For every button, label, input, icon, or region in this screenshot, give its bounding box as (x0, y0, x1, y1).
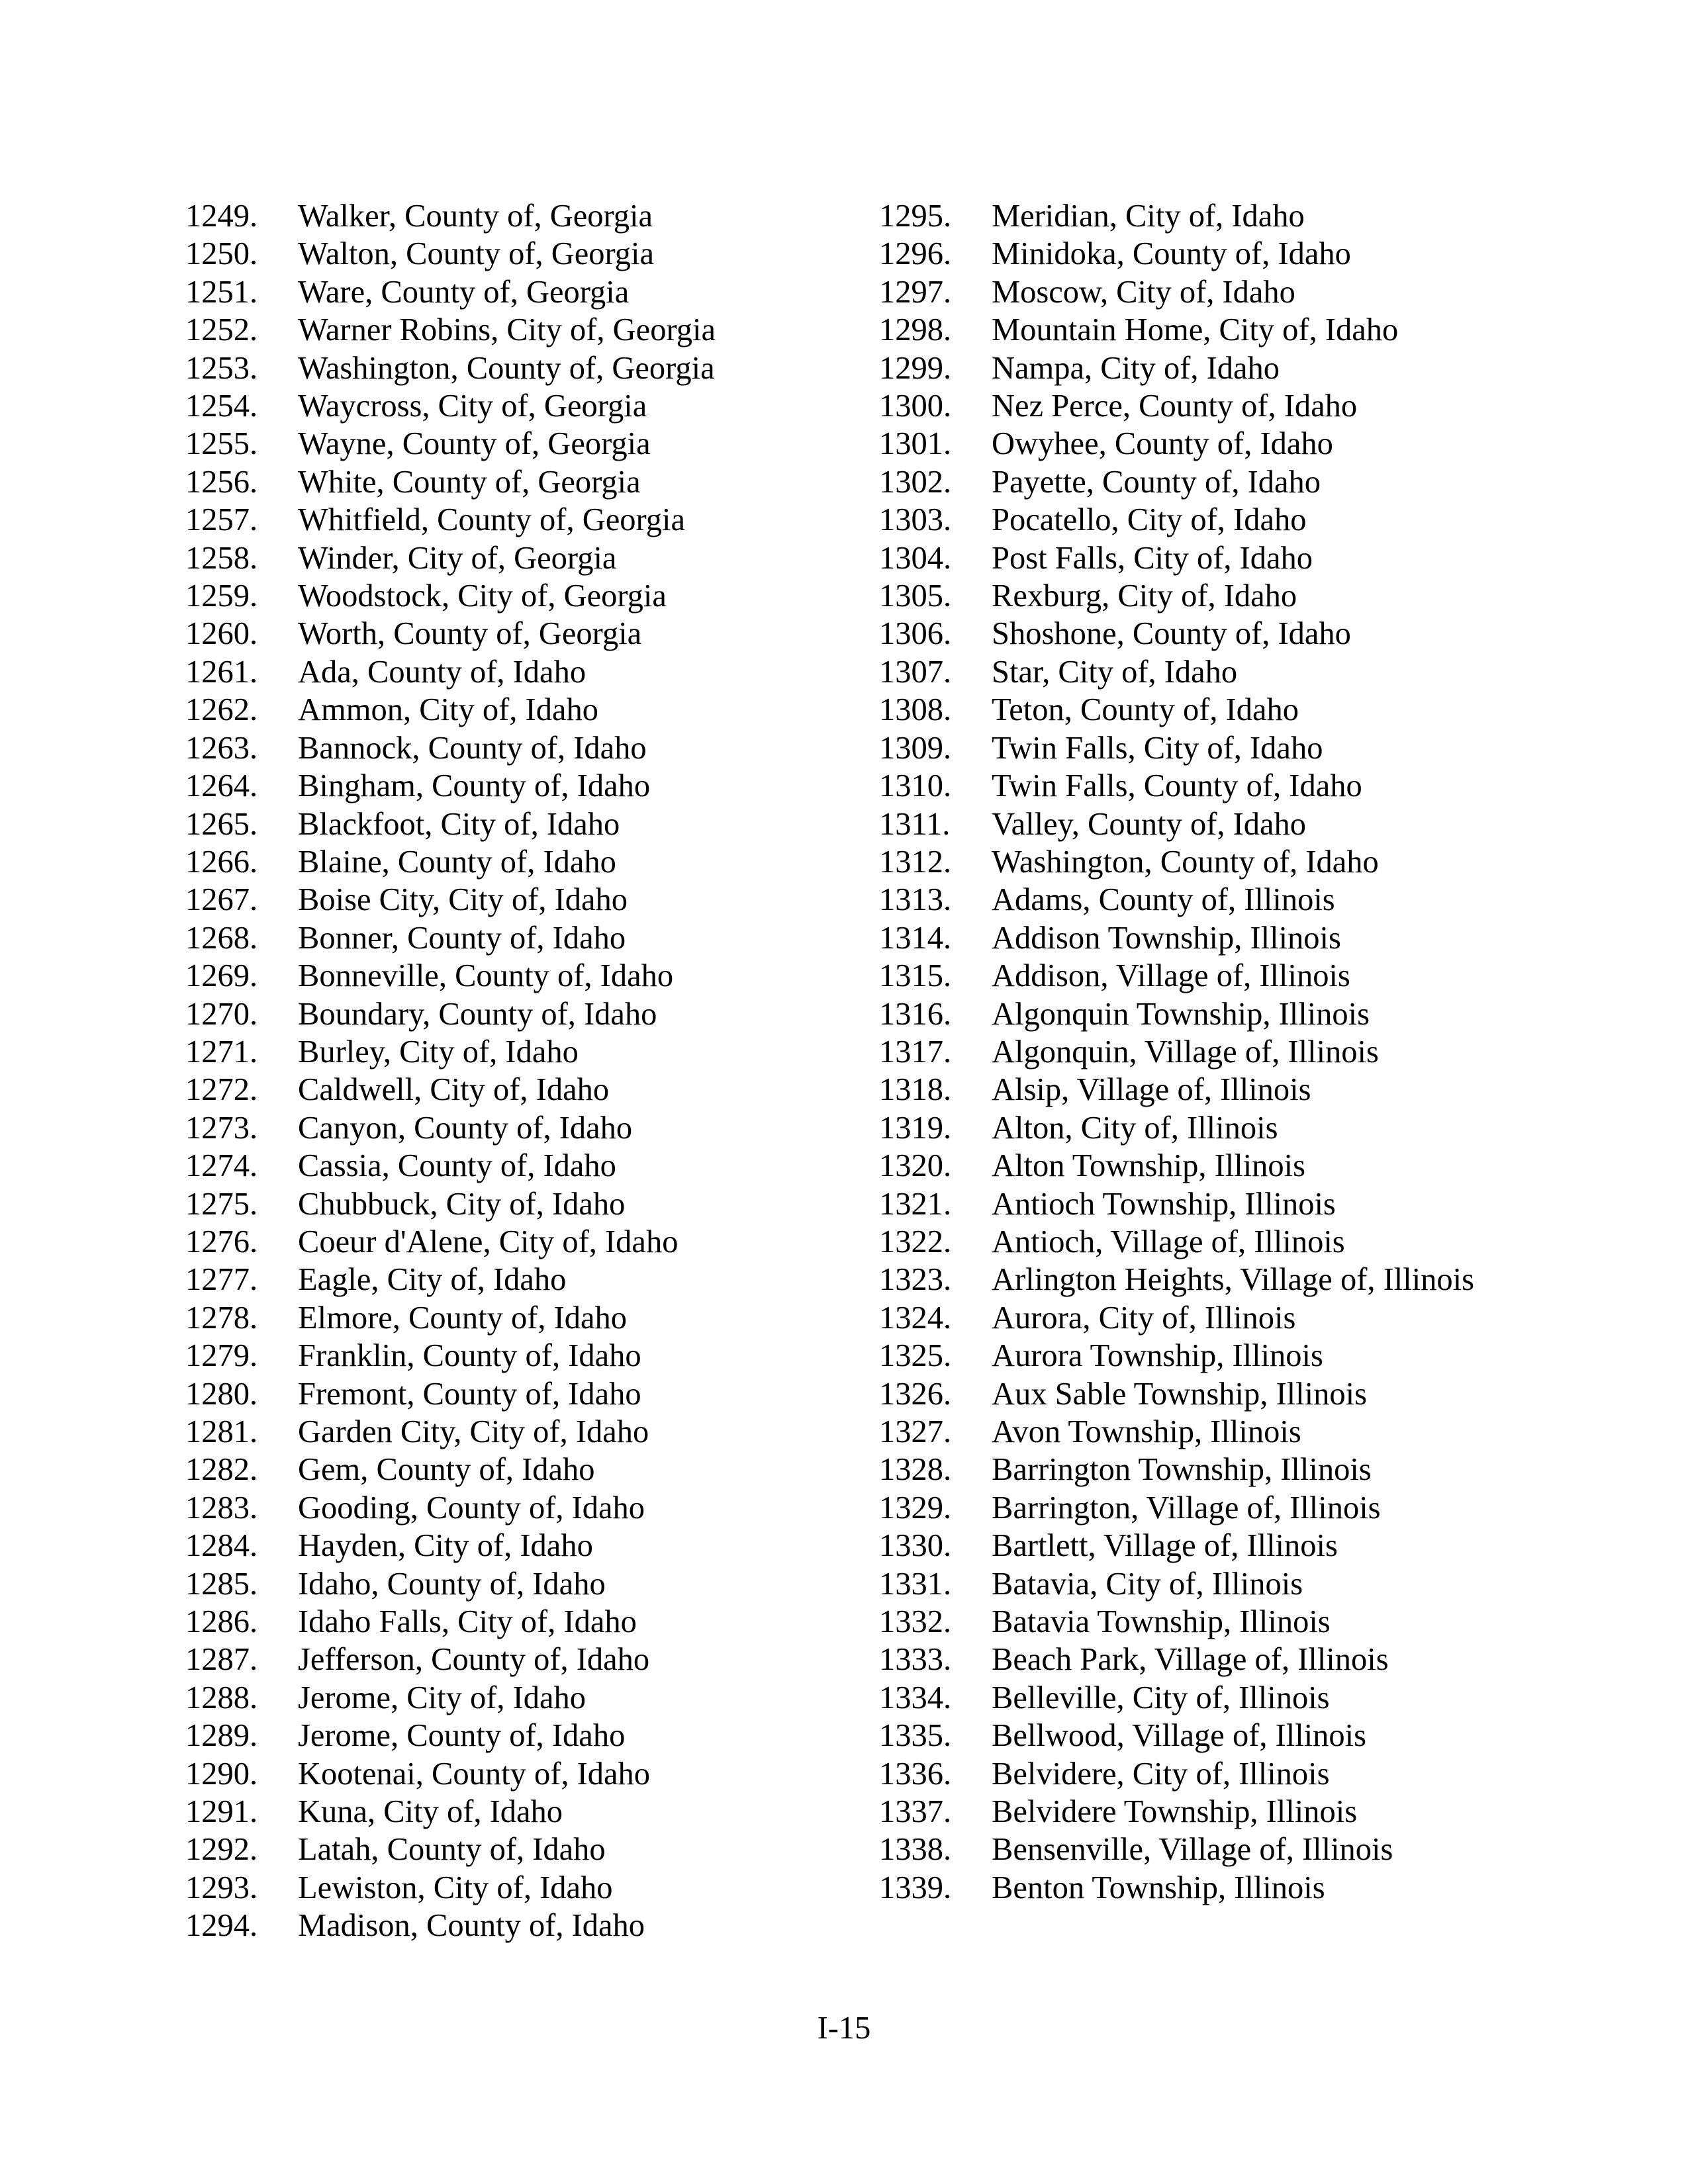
item-name: Nampa, City of, Idaho (992, 350, 1280, 386)
list-item (879, 1413, 1475, 1451)
item-number: 1254. (185, 388, 258, 424)
item-name: Winder, City of, Georgia (298, 540, 617, 576)
list-item (879, 1831, 1475, 1868)
list-item (185, 1261, 781, 1298)
item-number: 1338. (879, 1832, 952, 1868)
item-number: 1302. (879, 464, 952, 500)
list-item (185, 1793, 781, 1831)
list-item (879, 463, 1475, 501)
item-number: 1324. (879, 1300, 952, 1336)
list-item (879, 235, 1475, 273)
item-name: Gooding, County of, Idaho (298, 1490, 645, 1525)
item-name: Belleville, City of, Illinois (992, 1680, 1330, 1715)
item-number: 1277. (185, 1262, 258, 1298)
item-name: Antioch, Village of, Illinois (992, 1224, 1345, 1259)
item-name: Minidoka, County of, Idaho (992, 236, 1351, 272)
list-item (185, 1755, 781, 1793)
item-name: Addison Township, Illinois (992, 920, 1341, 956)
list-item (185, 843, 781, 881)
item-name: Jerome, County of, Idaho (298, 1718, 626, 1754)
list-item (185, 539, 781, 577)
list-item (185, 957, 781, 995)
item-number: 1269. (185, 958, 258, 994)
item-name: Washington, County of, Georgia (298, 350, 715, 386)
item-number: 1256. (185, 464, 258, 500)
list-item (879, 881, 1475, 919)
item-number: 1272. (185, 1072, 258, 1108)
list-item (879, 1261, 1475, 1298)
item-name: Madison, County of, Idaho (298, 1908, 645, 1944)
item-name: Batavia, City of, Illinois (992, 1566, 1303, 1602)
item-name: Woodstock, City of, Georgia (298, 578, 667, 614)
item-name: Idaho, County of, Idaho (298, 1566, 606, 1602)
list-item (879, 919, 1475, 957)
list-item (879, 1603, 1475, 1641)
list-item (879, 1071, 1475, 1109)
list-item (879, 1565, 1475, 1603)
item-number: 1301. (879, 426, 952, 462)
item-number: 1291. (185, 1794, 258, 1830)
list-item (879, 1223, 1475, 1261)
item-name: Elmore, County of, Idaho (298, 1300, 628, 1336)
item-number: 1283. (185, 1490, 258, 1525)
item-name: Alton Township, Illinois (992, 1148, 1306, 1184)
item-name: Lewiston, City of, Idaho (298, 1870, 613, 1905)
list-item (879, 653, 1475, 691)
list-item (879, 1375, 1475, 1413)
item-number: 1278. (185, 1300, 258, 1336)
item-number: 1315. (879, 958, 952, 994)
item-number: 1308. (879, 692, 952, 728)
list-item (879, 729, 1475, 767)
list-item (879, 1451, 1475, 1488)
list-item (879, 691, 1475, 729)
list-item (185, 1679, 781, 1717)
item-number: 1258. (185, 540, 258, 576)
left-column-list (185, 197, 781, 1945)
item-number: 1332. (879, 1604, 952, 1640)
item-name: White, County of, Georgia (298, 464, 641, 500)
list-item (879, 1109, 1475, 1147)
item-number: 1284. (185, 1528, 258, 1564)
item-number: 1317. (879, 1034, 952, 1069)
item-number: 1322. (879, 1224, 952, 1259)
item-name: Boundary, County of, Idaho (298, 996, 657, 1032)
item-name: Fremont, County of, Idaho (298, 1376, 641, 1412)
item-number: 1330. (879, 1528, 952, 1564)
item-name: Algonquin Township, Illinois (992, 996, 1370, 1032)
item-number: 1273. (185, 1110, 258, 1146)
item-name: Rexburg, City of, Idaho (992, 578, 1297, 614)
item-number: 1252. (185, 312, 258, 348)
item-name: Meridian, City of, Idaho (992, 199, 1305, 234)
item-name: Kuna, City of, Idaho (298, 1794, 563, 1830)
list-item (879, 843, 1475, 881)
item-number: 1293. (185, 1870, 258, 1905)
item-number: 1320. (879, 1148, 952, 1184)
list-item (879, 767, 1475, 805)
item-name: Bingham, County of, Idaho (298, 768, 651, 804)
list-item (185, 805, 781, 843)
item-name: Burley, City of, Idaho (298, 1034, 579, 1069)
item-name: Alsip, Village of, Illinois (992, 1072, 1311, 1108)
list-item (185, 387, 781, 425)
item-name: Walton, County of, Georgia (298, 236, 655, 272)
item-number: 1276. (185, 1224, 258, 1259)
list-item (185, 1641, 781, 1678)
item-name: Ammon, City of, Idaho (298, 692, 598, 728)
item-number: 1270. (185, 996, 258, 1032)
item-number: 1259. (185, 578, 258, 614)
list-item (185, 425, 781, 463)
list-item (879, 1033, 1475, 1071)
item-number: 1267. (185, 882, 258, 918)
item-number: 1339. (879, 1870, 952, 1905)
item-name: Post Falls, City of, Idaho (992, 540, 1313, 576)
item-number: 1255. (185, 426, 258, 462)
list-item (185, 1869, 781, 1907)
item-number: 1250. (185, 236, 258, 272)
item-number: 1299. (879, 350, 952, 386)
item-number: 1319. (879, 1110, 952, 1146)
item-name: Bensenville, Village of, Illinois (992, 1832, 1393, 1868)
list-item (879, 1299, 1475, 1337)
item-number: 1313. (879, 882, 952, 918)
item-name: Aurora, City of, Illinois (992, 1300, 1296, 1336)
list-item (879, 273, 1475, 311)
item-number: 1325. (879, 1338, 952, 1374)
item-number: 1327. (879, 1414, 952, 1449)
item-number: 1292. (185, 1832, 258, 1868)
item-number: 1253. (185, 350, 258, 386)
item-name: Belvidere, City of, Illinois (992, 1756, 1330, 1792)
item-name: Aux Sable Township, Illinois (992, 1376, 1367, 1412)
item-name: Star, City of, Idaho (992, 654, 1238, 690)
list-item (185, 1299, 781, 1337)
item-name: Waycross, City of, Georgia (298, 388, 647, 424)
item-name: Bonner, County of, Idaho (298, 920, 626, 956)
list-item (185, 919, 781, 957)
item-number: 1282. (185, 1452, 258, 1488)
list-item (185, 653, 781, 691)
list-item (185, 1527, 781, 1565)
list-item (185, 1071, 781, 1109)
item-number: 1333. (879, 1642, 952, 1678)
item-number: 1295. (879, 199, 952, 234)
page-number: I-15 (817, 2011, 871, 2046)
item-name: Whitfield, County of, Georgia (298, 502, 686, 538)
item-number: 1298. (879, 312, 952, 348)
list-item (185, 463, 781, 501)
item-name: Mountain Home, City of, Idaho (992, 312, 1399, 348)
item-number: 1323. (879, 1262, 952, 1298)
list-item (879, 1147, 1475, 1185)
item-number: 1286. (185, 1604, 258, 1640)
item-name: Blaine, County of, Idaho (298, 844, 616, 880)
item-number: 1289. (185, 1718, 258, 1754)
item-name: Hayden, City of, Idaho (298, 1528, 593, 1564)
item-name: Coeur d'Alene, City of, Idaho (298, 1224, 679, 1259)
item-number: 1261. (185, 654, 258, 690)
item-name: Eagle, City of, Idaho (298, 1262, 567, 1298)
item-name: Pocatello, City of, Idaho (992, 502, 1307, 538)
item-number: 1290. (185, 1756, 258, 1792)
list-item (185, 1413, 781, 1451)
list-item (879, 1717, 1475, 1754)
list-item (185, 1185, 781, 1223)
item-number: 1249. (185, 199, 258, 234)
item-name: Avon Township, Illinois (992, 1414, 1301, 1449)
list-item (879, 311, 1475, 349)
list-item (185, 1907, 781, 1944)
item-number: 1331. (879, 1566, 952, 1602)
item-name: Teton, County of, Idaho (992, 692, 1299, 728)
item-name: Kootenai, County of, Idaho (298, 1756, 651, 1792)
item-number: 1337. (879, 1794, 952, 1830)
list-item (879, 1869, 1475, 1907)
list-item (879, 805, 1475, 843)
list-item (879, 995, 1475, 1033)
item-number: 1268. (185, 920, 258, 956)
item-number: 1285. (185, 1566, 258, 1602)
item-name: Boise City, City of, Idaho (298, 882, 628, 918)
list-item (879, 1755, 1475, 1793)
item-name: Beach Park, Village of, Illinois (992, 1642, 1389, 1678)
right-column-list (879, 197, 1475, 1907)
list-item (879, 501, 1475, 539)
item-name: Jefferson, County of, Idaho (298, 1642, 650, 1678)
item-number: 1305. (879, 578, 952, 614)
item-number: 1306. (879, 616, 952, 652)
item-number: 1266. (185, 844, 258, 880)
item-name: Ada, County of, Idaho (298, 654, 586, 690)
item-number: 1310. (879, 768, 952, 804)
item-name: Twin Falls, County of, Idaho (992, 768, 1362, 804)
item-number: 1335. (879, 1718, 952, 1754)
list-item (879, 1337, 1475, 1375)
item-name: Barrington Township, Illinois (992, 1452, 1372, 1488)
list-item (879, 1793, 1475, 1831)
item-name: Worth, County of, Georgia (298, 616, 642, 652)
item-number: 1307. (879, 654, 952, 690)
item-name: Belvidere Township, Illinois (992, 1794, 1358, 1830)
list-item (185, 1223, 781, 1261)
item-name: Latah, County of, Idaho (298, 1832, 606, 1868)
list-item (879, 1679, 1475, 1717)
item-name: Aurora Township, Illinois (992, 1338, 1323, 1374)
item-number: 1294. (185, 1908, 258, 1944)
item-name: Shoshone, County of, Idaho (992, 616, 1351, 652)
list-item (879, 425, 1475, 463)
item-number: 1300. (879, 388, 952, 424)
list-item (879, 1489, 1475, 1527)
item-name: Nez Perce, County of, Idaho (992, 388, 1358, 424)
list-item (185, 1565, 781, 1603)
item-name: Cassia, County of, Idaho (298, 1148, 616, 1184)
item-number: 1304. (879, 540, 952, 576)
list-item (185, 691, 781, 729)
list-item (185, 501, 781, 539)
list-item (879, 957, 1475, 995)
list-item (185, 729, 781, 767)
item-number: 1316. (879, 996, 952, 1032)
item-number: 1318. (879, 1072, 952, 1108)
list-item (879, 1527, 1475, 1565)
item-number: 1257. (185, 502, 258, 538)
list-item (185, 995, 781, 1033)
list-item (185, 1375, 781, 1413)
item-number: 1279. (185, 1338, 258, 1374)
item-number: 1262. (185, 692, 258, 728)
item-number: 1312. (879, 844, 952, 880)
item-name: Bannock, County of, Idaho (298, 730, 647, 766)
item-name: Moscow, City of, Idaho (992, 274, 1295, 310)
item-name: Jerome, City of, Idaho (298, 1680, 586, 1715)
list-item (185, 1451, 781, 1488)
list-item (185, 1109, 781, 1147)
list-item (185, 1717, 781, 1754)
item-number: 1296. (879, 236, 952, 272)
item-number: 1309. (879, 730, 952, 766)
item-name: Bellwood, Village of, Illinois (992, 1718, 1367, 1754)
item-name: Alton, City of, Illinois (992, 1110, 1278, 1146)
list-item (185, 1603, 781, 1641)
item-name: Chubbuck, City of, Idaho (298, 1186, 626, 1222)
item-name: Antioch Township, Illinois (992, 1186, 1336, 1222)
item-name: Blackfoot, City of, Idaho (298, 806, 620, 842)
list-item (879, 615, 1475, 653)
item-name: Idaho Falls, City of, Idaho (298, 1604, 637, 1640)
list-item (185, 881, 781, 919)
item-number: 1311. (879, 806, 951, 842)
item-name: Benton Township, Illinois (992, 1870, 1325, 1905)
item-name: Valley, County of, Idaho (992, 806, 1307, 842)
list-item (879, 1185, 1475, 1223)
item-number: 1287. (185, 1642, 258, 1678)
item-number: 1275. (185, 1186, 258, 1222)
item-number: 1334. (879, 1680, 952, 1715)
item-number: 1321. (879, 1186, 952, 1222)
item-name: Addison, Village of, Illinois (992, 958, 1350, 994)
list-item (879, 197, 1475, 235)
list-item (185, 1337, 781, 1375)
item-number: 1288. (185, 1680, 258, 1715)
list-item (185, 273, 781, 311)
item-number: 1326. (879, 1376, 952, 1412)
item-number: 1263. (185, 730, 258, 766)
item-name: Bonneville, County of, Idaho (298, 958, 674, 994)
list-item (185, 197, 781, 235)
item-number: 1251. (185, 274, 258, 310)
item-name: Payette, County of, Idaho (992, 464, 1321, 500)
item-number: 1264. (185, 768, 258, 804)
item-number: 1303. (879, 502, 952, 538)
list-item (879, 1641, 1475, 1678)
item-number: 1336. (879, 1756, 952, 1792)
list-item (185, 615, 781, 653)
list-item (185, 349, 781, 387)
list-item (879, 349, 1475, 387)
item-name: Algonquin, Village of, Illinois (992, 1034, 1379, 1069)
item-number: 1265. (185, 806, 258, 842)
item-name: Twin Falls, City of, Idaho (992, 730, 1323, 766)
item-name: Caldwell, City of, Idaho (298, 1072, 610, 1108)
list-item (185, 1831, 781, 1868)
list-item (879, 387, 1475, 425)
list-item (185, 311, 781, 349)
item-name: Arlington Heights, Village of, Illinois (992, 1262, 1475, 1298)
item-number: 1314. (879, 920, 952, 956)
list-item (185, 235, 781, 273)
list-item (185, 767, 781, 805)
item-number: 1274. (185, 1148, 258, 1184)
item-number: 1271. (185, 1034, 258, 1069)
item-name: Ware, County of, Georgia (298, 274, 630, 310)
list-item (185, 577, 781, 615)
item-name: Bartlett, Village of, Illinois (992, 1528, 1338, 1564)
item-number: 1329. (879, 1490, 952, 1525)
item-number: 1281. (185, 1414, 258, 1449)
list-item (185, 1489, 781, 1527)
item-name: Adams, County of, Illinois (992, 882, 1335, 918)
item-name: Warner Robins, City of, Georgia (298, 312, 716, 348)
list-item (879, 539, 1475, 577)
item-number: 1280. (185, 1376, 258, 1412)
list-item (185, 1147, 781, 1185)
list-item (185, 1033, 781, 1071)
item-name: Walker, County of, Georgia (298, 199, 653, 234)
item-name: Barrington, Village of, Illinois (992, 1490, 1381, 1525)
item-name: Canyon, County of, Idaho (298, 1110, 633, 1146)
item-number: 1260. (185, 616, 258, 652)
list-item (879, 577, 1475, 615)
item-number: 1328. (879, 1452, 952, 1488)
item-name: Franklin, County of, Idaho (298, 1338, 641, 1374)
item-name: Washington, County of, Idaho (992, 844, 1379, 880)
item-number: 1297. (879, 274, 952, 310)
item-name: Wayne, County of, Georgia (298, 426, 651, 462)
item-name: Batavia Township, Illinois (992, 1604, 1331, 1640)
item-name: Owyhee, County of, Idaho (992, 426, 1333, 462)
item-name: Garden City, City of, Idaho (298, 1414, 649, 1449)
item-name: Gem, County of, Idaho (298, 1452, 595, 1488)
